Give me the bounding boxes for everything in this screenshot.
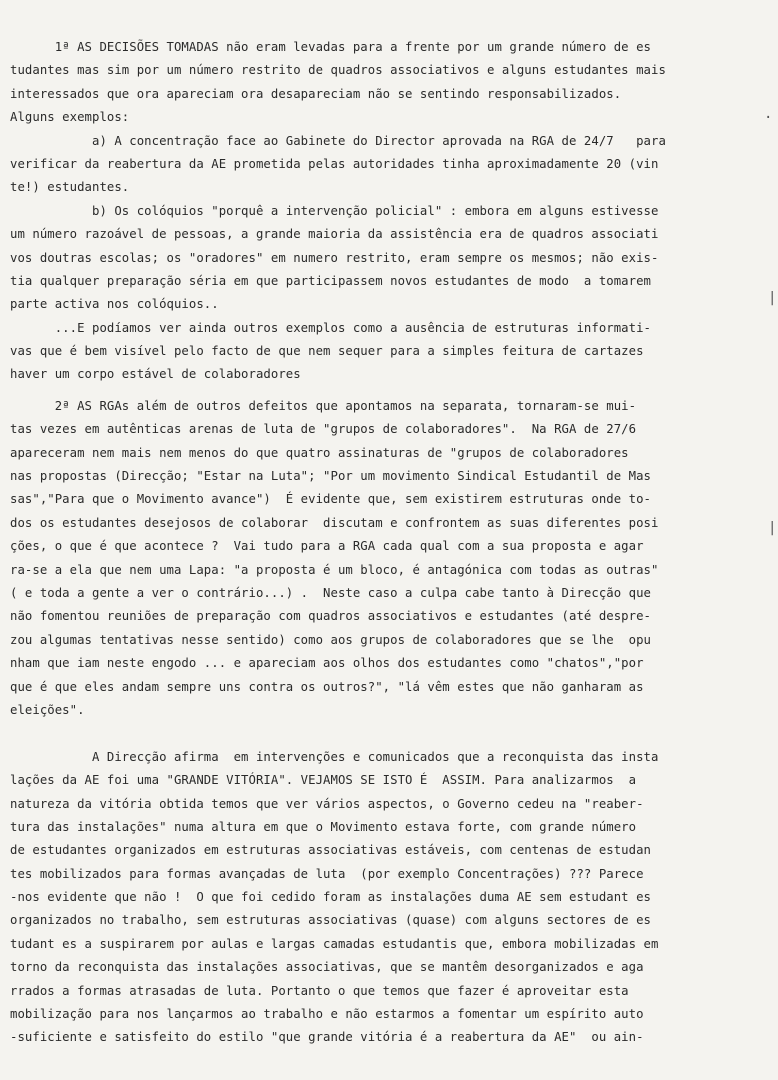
text-line: nham que iam neste engodo ... e apareciam aos olhos dos estudantes como "chatos","por: [10, 656, 644, 671]
text-line: ( e toda a gente a ver o contrário...) . Neste caso a culpa cabe tanto à Direcção que: [10, 585, 651, 600]
section-3-current-situation: [10, 746, 772, 1050]
text-line: eleições".: [10, 702, 85, 717]
text-line: tes mobilizados para formas avançadas de luta (por exemplo Concentrações) ??? Parece: [10, 866, 644, 881]
text-line: não fomentou reuniões de preparação com quadros associativos e estudantes (até despre-: [10, 609, 651, 624]
text-line: ra-se a ela que nem uma Lapa: "a proposta é um bloco, é antagónica com todas as outras": [10, 562, 659, 577]
text-line: que é que eles andam sempre uns contra os outros?", "lá vêm estes que não ganharam as: [10, 679, 644, 694]
text-line: A Direcção afirma em intervenções e comunicados que a reconquista das insta: [10, 749, 659, 764]
margin-tick-mark: ·: [764, 110, 773, 126]
text-line: vas que é bem visível pelo facto de que nem sequer para a simples feitura de cartazes: [10, 344, 644, 359]
text-line: rrados a formas atrasadas de luta. Portanto o que temos que fazer é aproveitar esta: [10, 983, 629, 998]
text-line: tas vezes em autênticas arenas de luta de "grupos de colaboradores". Na RGA de 27/6: [10, 422, 637, 437]
text-line: um número razoável de pessoas, a grande maioria da assistência era de quadros associati: [10, 227, 659, 242]
text-line: ções, o que é que acontece ? Vai tudo para a RGA cada qual com a sua proposta e agar: [10, 539, 644, 554]
section-1-decisions: [10, 36, 772, 387]
text-line: natureza da vitória obtida temos que ver vários aspectos, o Governo cedeu na "reaber-: [10, 796, 644, 811]
text-line: vos doutras escolas; os "oradores" em numero restrito, eram sempre os mesmos; não exis-: [10, 250, 659, 265]
text-line: nas propostas (Direcção; "Estar na Luta"; "Por um movimento Sindical Estudantil de Mas: [10, 469, 651, 484]
text-line: lações da AE foi uma "GRANDE VITÓRIA". VEJAMOS SE ISTO É ASSIM. Para analizarmos a: [10, 773, 637, 788]
text-line: tura das instalações" numa altura em que o Movimento estava forte, com grande número: [10, 819, 637, 834]
text-line: mobilização para nos lançarmos ao trabalho e não estarmos a fomentar um espírito auto: [10, 1007, 644, 1022]
text-line: parte activa nos colóquios..: [10, 297, 219, 312]
text-line: tudant es a suspirarem por aulas e largas camadas estudantis que, embora mobilizadas em: [10, 936, 659, 951]
text-line: de estudantes organizados em estruturas associativas estáveis, com centenas de estudan: [10, 843, 651, 858]
text-line: te!) estudantes.: [10, 180, 130, 195]
section-3-heading-line: [10, 722, 772, 745]
text-line: interessados que ora apareciam ora desapareciam não se sentindo responsabilizados.: [10, 86, 622, 101]
text-line: zou algumas tentativas nesse sentido) como aos grupos de colaboradores que se lhe opu: [10, 632, 651, 647]
section-2-rgas: [10, 395, 772, 722]
text-line: 2ª AS RGAs além de outros defeitos que apontamos na separata, tornaram-se mui-: [10, 398, 637, 413]
text-line: verificar da reabertura da AE prometida pelas autoridades tinha aproximadamente 20 (vin: [10, 156, 659, 171]
text-line: tia qualquer preparação séria em que participassem novos estudantes de modo a tomarem: [10, 273, 651, 288]
text-line: -nos evidente que não ! O que foi cedido foram as instalações duma AE sem estudant es: [10, 890, 651, 905]
text-line: -suficiente e satisfeito do estilo "que grande vitória é a reabertura da AE" ou ain-: [10, 1030, 644, 1045]
text-line: sas","Para que o Movimento avance") É evidente que, sem existirem estruturas onde to-: [10, 492, 651, 507]
text-line: a) A concentração face ao Gabinete do Director aprovada na RGA de 24/7 para: [10, 133, 666, 148]
text-line: b) Os colóquios "porquê a intervenção policial" : embora em alguns estivesse: [10, 203, 659, 218]
margin-tick-mark: |: [768, 520, 777, 536]
text-line: 1ª AS DECISÕES TOMADAS não eram levadas para a frente por um grande número de es: [10, 40, 651, 54]
text-line: tudantes mas sim por um número restrito de quadros associativos e alguns estudantes mais: [10, 63, 666, 78]
text-line: haver um corpo estável de colaboradores: [10, 367, 301, 382]
text-line: ...E podíamos ver ainda outros exemplos como a ausência de estruturas informati-: [10, 320, 651, 335]
text-line: Alguns exemplos:: [10, 110, 130, 125]
text-line: organizados no trabalho, sem estruturas associativas (quase) com alguns sectores de es: [10, 913, 651, 928]
text-line: apareceram nem mais nem menos do que quatro assinaturas de "grupos de colaboradores: [10, 445, 629, 460]
text-line: dos os estudantes desejosos de colaborar discutam e confrontem as suas diferentes posi: [10, 515, 659, 530]
text-line: torno da reconquista das instalações associativas, que se mantêm desorganizados e aga: [10, 960, 644, 975]
margin-tick-mark: |: [768, 290, 777, 306]
